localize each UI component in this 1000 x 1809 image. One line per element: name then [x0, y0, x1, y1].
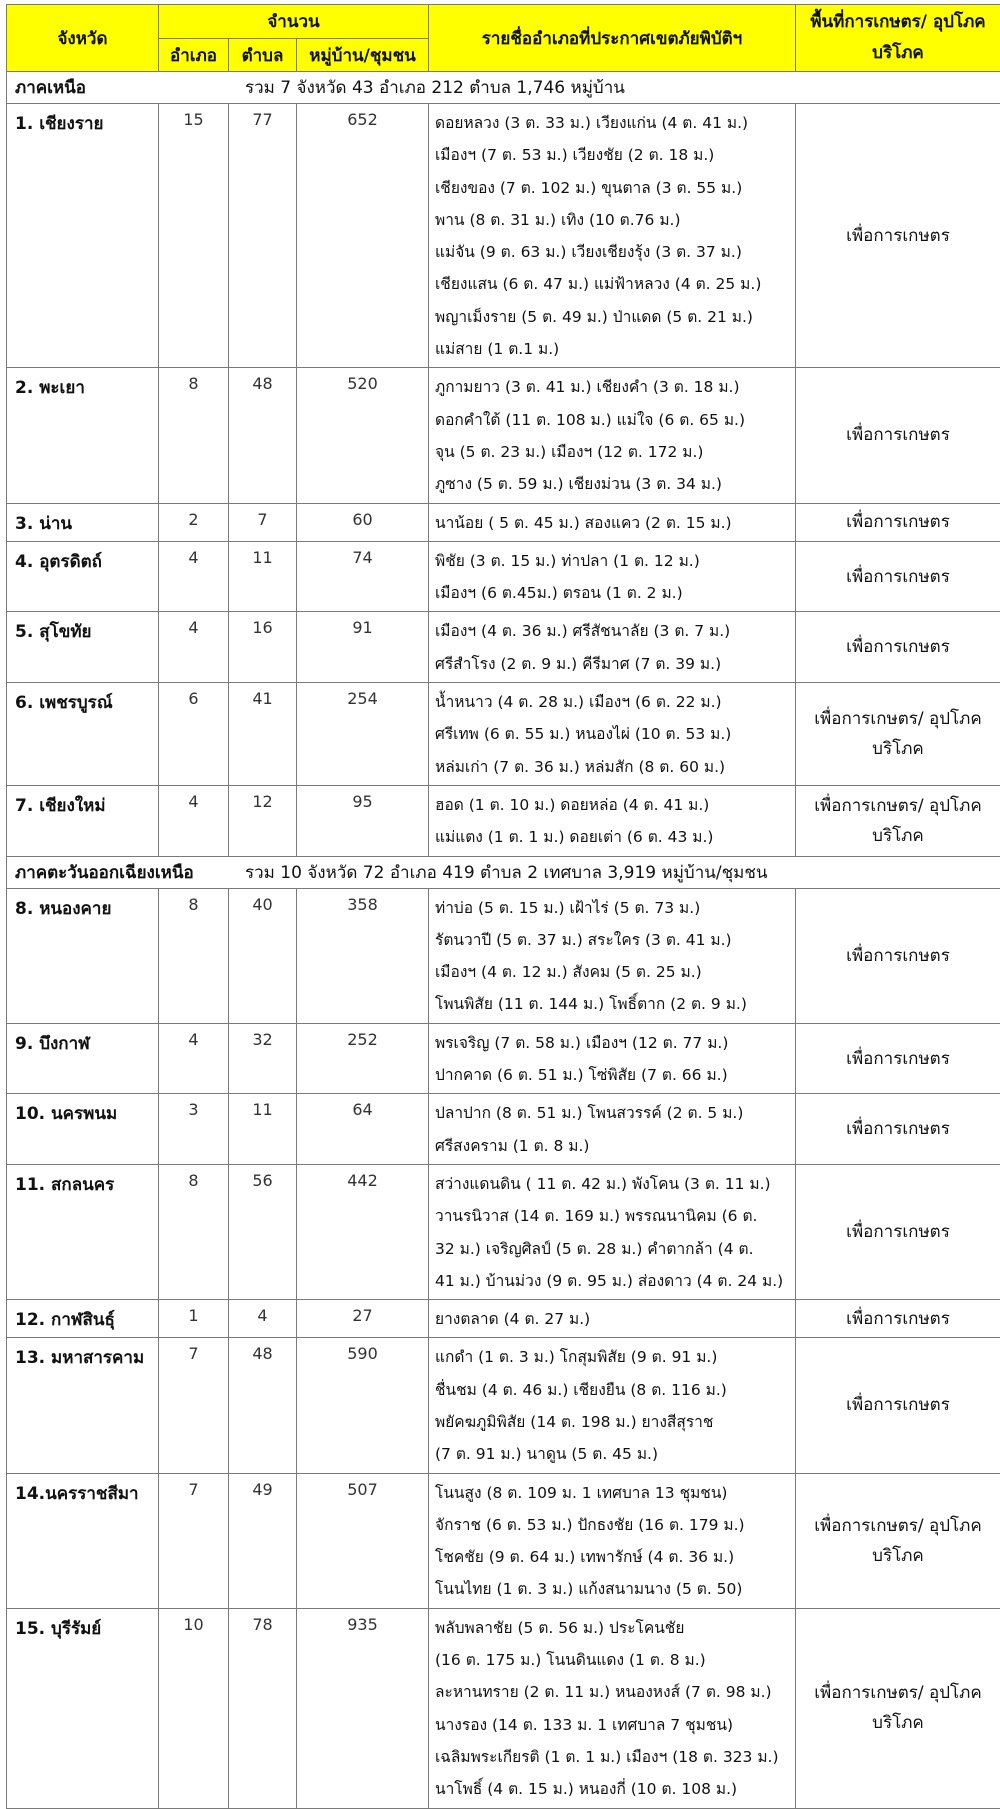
province-row: [7, 1473, 1000, 1608]
tambon-count: 56: [229, 1164, 297, 1299]
header-count: จำนวน: [159, 5, 429, 39]
tambon-count: 49: [229, 1473, 297, 1608]
area-type: เพื่อการเกษตร: [796, 1164, 1000, 1299]
area-type: เพื่อการเกษตร: [796, 612, 1000, 683]
province-name: 1. เชียงราย: [7, 104, 159, 368]
province-name: 9. บึงกาฬ: [7, 1023, 159, 1094]
tambon-count: 41: [229, 683, 297, 786]
amphoe-count: 4: [159, 1023, 229, 1094]
tambon-count: 78: [229, 1608, 297, 1808]
district-line: แม่แตง (1 ต. 1 ม.) ดอยเต่า (6 ต. 43 ม.): [435, 821, 789, 853]
amphoe-count: 7: [159, 1338, 229, 1473]
district-line: ฮอด (1 ต. 10 ม.) ดอยหล่อ (4 ต. 41 ม.): [435, 789, 789, 821]
district-line: พยัคฆภูมิพิสัย (14 ต. 198 ม.) ยางสีสุราช: [435, 1406, 789, 1438]
disaster-area-table: [6, 4, 1000, 1809]
header-districts: รายชื่ออำเภอที่ประกาศเขตภัยพิบัติฯ: [429, 5, 796, 72]
area-type: เพื่อการเกษตร/ อุปโภคบริโภค: [796, 785, 1000, 856]
district-line: ภูกามยาว (3 ต. 41 ม.) เชียงคำ (3 ต. 18 ม.): [435, 371, 789, 403]
area-type: เพื่อการเกษตร: [796, 1023, 1000, 1094]
village-count: 95: [297, 785, 429, 856]
amphoe-count: 3: [159, 1094, 229, 1165]
tambon-count: 11: [229, 1094, 297, 1165]
province-name: 14.นครราชสีมา: [7, 1473, 159, 1608]
district-list: [429, 503, 796, 541]
district-list: [429, 541, 796, 612]
province-name: 12. กาฬสินธุ์: [7, 1300, 159, 1338]
amphoe-count: 4: [159, 541, 229, 612]
disaster-area-table-sheet: [6, 4, 1000, 1809]
district-line: ศรีสำโรง (2 ต. 9 ม.) คีรีมาศ (7 ต. 39 ม.): [435, 648, 789, 680]
district-line: เฉลิมพระเกียรติ (1 ต. 1 ม.) เมืองฯ (18 ต. 323 ม.): [435, 1741, 789, 1773]
amphoe-count: 2: [159, 503, 229, 541]
amphoe-count: 8: [159, 888, 229, 1023]
province-name: 3. น่าน: [7, 503, 159, 541]
table-body: [7, 72, 1000, 1809]
district-line: เมืองฯ (7 ต. 53 ม.) เวียงชัย (2 ต. 18 ม.): [435, 139, 789, 171]
tambon-count: 48: [229, 368, 297, 503]
province-name: 6. เพชรบูรณ์: [7, 683, 159, 786]
district-list: [429, 1473, 796, 1608]
village-count: 442: [297, 1164, 429, 1299]
district-list: [429, 612, 796, 683]
province-row: [7, 104, 1000, 368]
province-name: 2. พะเยา: [7, 368, 159, 503]
district-list: [429, 1338, 796, 1473]
province-row: [7, 888, 1000, 1023]
district-line: (16 ต. 175 ม.) โนนดินแดง (1 ต. 8 ม.): [435, 1644, 789, 1676]
district-line: โนนไทย (1 ต. 3 ม.) แก้งสนามนาง (5 ต. 50): [435, 1573, 789, 1605]
district-list: [429, 1300, 796, 1338]
province-row: [7, 785, 1000, 856]
tambon-count: 11: [229, 541, 297, 612]
district-line: เชียงของ (7 ต. 102 ม.) ขุนตาล (3 ต. 55 ม.): [435, 172, 789, 204]
header-province: จังหวัด: [7, 5, 159, 72]
district-line: โชคชัย (9 ต. 64 ม.) เทพารักษ์ (4 ต. 36 ม.): [435, 1541, 789, 1573]
district-line: ละหานทราย (2 ต. 11 ม.) หนองหงส์ (7 ต. 98 ม.): [435, 1676, 789, 1708]
province-row: [7, 368, 1000, 503]
province-row: [7, 541, 1000, 612]
district-line: (7 ต. 91 ม.) นาดูน (5 ต. 45 ม.): [435, 1438, 789, 1470]
amphoe-count: 1: [159, 1300, 229, 1338]
village-count: 64: [297, 1094, 429, 1165]
province-row: [7, 1608, 1000, 1808]
district-line: ดอกคำใต้ (11 ต. 108 ม.) แม่ใจ (6 ต. 65 ม.): [435, 404, 789, 436]
area-type: เพื่อการเกษตร/ อุปโภคบริโภค: [796, 683, 1000, 786]
region-row: [7, 72, 1000, 104]
province-name: 11. สกลนคร: [7, 1164, 159, 1299]
district-line: จักราช (6 ต. 53 ม.) ปักธงชัย (16 ต. 179 ม.): [435, 1509, 789, 1541]
amphoe-count: 6: [159, 683, 229, 786]
tambon-count: 77: [229, 104, 297, 368]
village-count: 252: [297, 1023, 429, 1094]
region-summary: รวม 10 จังหวัด 72 อำเภอ 419 ตำบล 2 เทศบาล 3,919 หมู่บ้าน/ชุมชน: [245, 863, 768, 883]
amphoe-count: 8: [159, 368, 229, 503]
district-list: [429, 104, 796, 368]
district-list: [429, 1094, 796, 1165]
district-line: นาน้อย ( 5 ต. 45 ม.) สองแคว (2 ต. 15 ม.): [435, 507, 789, 539]
area-type: เพื่อการเกษตร: [796, 541, 1000, 612]
province-row: [7, 612, 1000, 683]
tambon-count: 48: [229, 1338, 297, 1473]
tambon-count: 40: [229, 888, 297, 1023]
village-count: 935: [297, 1608, 429, 1808]
district-line: ภูซาง (5 ต. 59 ม.) เชียงม่วน (3 ต. 34 ม.): [435, 468, 789, 500]
district-line: ชื่นชม (4 ต. 46 ม.) เชียงยืน (8 ต. 116 ม.): [435, 1374, 789, 1406]
district-line: โพนพิสัย (11 ต. 144 ม.) โพธิ์ตาก (2 ต. 9 ม.): [435, 988, 789, 1020]
province-name: 15. บุรีรัมย์: [7, 1608, 159, 1808]
district-line: นาโพธิ์ (4 ต. 15 ม.) หนองกี่ (10 ต. 108 ม.): [435, 1773, 789, 1805]
district-line: ท่าบ่อ (5 ต. 15 ม.) เฝ้าไร่ (5 ต. 73 ม.): [435, 892, 789, 924]
district-line: สว่างแดนดิน ( 11 ต. 42 ม.) พังโคน (3 ต. 11 ม.): [435, 1168, 789, 1200]
province-row: [7, 1023, 1000, 1094]
area-type: เพื่อการเกษตร: [796, 104, 1000, 368]
province-row: [7, 503, 1000, 541]
district-line: เมืองฯ (4 ต. 12 ม.) สังคม (5 ต. 25 ม.): [435, 956, 789, 988]
province-name: 5. สุโขทัย: [7, 612, 159, 683]
region-row: [7, 856, 1000, 888]
district-line: นางรอง (14 ต. 133 ม. 1 เทศบาล 7 ชุมชน): [435, 1709, 789, 1741]
region-name: ภาคเหนือ: [15, 74, 245, 101]
district-line: วานรนิวาส (14 ต. 169 ม.) พรรณนานิคม (6 ต.: [435, 1200, 789, 1232]
district-line: แม่จัน (9 ต. 63 ม.) เวียงเชียงรุ้ง (3 ต. 37 ม.): [435, 236, 789, 268]
area-type: เพื่อการเกษตร: [796, 368, 1000, 503]
amphoe-count: 4: [159, 785, 229, 856]
district-list: [429, 1023, 796, 1094]
area-type: เพื่อการเกษตร: [796, 888, 1000, 1023]
region-summary: รวม 7 จังหวัด 43 อำเภอ 212 ตำบล 1,746 หมู่บ้าน: [245, 78, 625, 98]
header-tambon: ตำบล: [229, 39, 297, 72]
table-header: [7, 5, 1000, 72]
village-count: 254: [297, 683, 429, 786]
region-name: ภาคตะวันออกเฉียงเหนือ: [15, 859, 245, 886]
amphoe-count: 8: [159, 1164, 229, 1299]
header-area: พื้นที่การเกษตร/ อุปโภคบริโภค: [796, 5, 1000, 72]
district-line: ปากคาด (6 ต. 51 ม.) โซ่พิสัย (7 ต. 66 ม.): [435, 1059, 789, 1091]
header-village: หมู่บ้าน/ชุมชน: [297, 39, 429, 72]
district-line: เชียงแสน (6 ต. 47 ม.) แม่ฟ้าหลวง (4 ต. 25 ม.): [435, 268, 789, 300]
district-line: จุน (5 ต. 23 ม.) เมืองฯ (12 ต. 172 ม.): [435, 436, 789, 468]
district-line: หล่มเก่า (7 ต. 36 ม.) หล่มสัก (8 ต. 60 ม.): [435, 751, 789, 783]
village-count: 590: [297, 1338, 429, 1473]
village-count: 652: [297, 104, 429, 368]
district-list: [429, 888, 796, 1023]
area-type: เพื่อการเกษตร: [796, 1338, 1000, 1473]
district-line: ศรีสงคราม (1 ต. 8 ม.): [435, 1130, 789, 1162]
district-line: ยางตลาด (4 ต. 27 ม.): [435, 1303, 789, 1335]
amphoe-count: 10: [159, 1608, 229, 1808]
province-name: 7. เชียงใหม่: [7, 785, 159, 856]
district-line: ดอยหลวง (3 ต. 33 ม.) เวียงแก่น (4 ต. 41 ม.): [435, 107, 789, 139]
region-cell: [7, 856, 1000, 888]
village-count: 74: [297, 541, 429, 612]
district-line: น้ำหนาว (4 ต. 28 ม.) เมืองฯ (6 ต. 22 ม.): [435, 686, 789, 718]
province-row: [7, 1300, 1000, 1338]
village-count: 91: [297, 612, 429, 683]
area-type: เพื่อการเกษตร: [796, 503, 1000, 541]
tambon-count: 32: [229, 1023, 297, 1094]
tambon-count: 4: [229, 1300, 297, 1338]
district-line: พาน (8 ต. 31 ม.) เทิง (10 ต.76 ม.): [435, 204, 789, 236]
area-type: เพื่อการเกษตร/ อุปโภคบริโภค: [796, 1473, 1000, 1608]
village-count: 507: [297, 1473, 429, 1608]
province-row: [7, 1164, 1000, 1299]
district-list: [429, 1164, 796, 1299]
area-type: เพื่อการเกษตร: [796, 1094, 1000, 1165]
district-line: 32 ม.) เจริญศิลป์ (5 ต. 28 ม.) คำตากล้า (4 ต.: [435, 1233, 789, 1265]
region-cell: [7, 72, 1000, 104]
district-line: โนนสูง (8 ต. 109 ม. 1 เทศบาล 13 ชุมชน): [435, 1477, 789, 1509]
district-line: 41 ม.) บ้านม่วง (9 ต. 95 ม.) ส่องดาว (4 ต. 24 ม.): [435, 1265, 789, 1297]
district-line: เมืองฯ (6 ต.45ม.) ตรอน (1 ต. 2 ม.): [435, 577, 789, 609]
province-name: 4. อุตรดิตถ์: [7, 541, 159, 612]
area-type: เพื่อการเกษตร: [796, 1300, 1000, 1338]
tambon-count: 16: [229, 612, 297, 683]
district-line: พลับพลาชัย (5 ต. 56 ม.) ประโคนชัย: [435, 1612, 789, 1644]
village-count: 520: [297, 368, 429, 503]
tambon-count: 7: [229, 503, 297, 541]
province-row: [7, 1094, 1000, 1165]
amphoe-count: 4: [159, 612, 229, 683]
village-count: 358: [297, 888, 429, 1023]
district-list: [429, 785, 796, 856]
province-name: 10. นครพนม: [7, 1094, 159, 1165]
province-name: 13. มหาสารคาม: [7, 1338, 159, 1473]
province-row: [7, 1338, 1000, 1473]
district-line: เมืองฯ (4 ต. 36 ม.) ศรีสัชนาลัย (3 ต. 7 ม.): [435, 615, 789, 647]
district-list: [429, 368, 796, 503]
district-line: พรเจริญ (7 ต. 58 ม.) เมืองฯ (12 ต. 77 ม.): [435, 1027, 789, 1059]
district-line: แกดำ (1 ต. 3 ม.) โกสุมพิสัย (9 ต. 91 ม.): [435, 1341, 789, 1373]
district-list: [429, 683, 796, 786]
district-line: แม่สาย (1 ต.1 ม.): [435, 333, 789, 365]
area-type: เพื่อการเกษตร/ อุปโภคบริโภค: [796, 1608, 1000, 1808]
amphoe-count: 15: [159, 104, 229, 368]
amphoe-count: 7: [159, 1473, 229, 1608]
province-name: 8. หนองคาย: [7, 888, 159, 1023]
district-list: [429, 1608, 796, 1808]
village-count: 27: [297, 1300, 429, 1338]
district-line: พญาเม็งราย (5 ต. 49 ม.) ป่าแดด (5 ต. 21 ม.): [435, 301, 789, 333]
header-amphoe: อำเภอ: [159, 39, 229, 72]
province-row: [7, 683, 1000, 786]
district-line: พิชัย (3 ต. 15 ม.) ท่าปลา (1 ต. 12 ม.): [435, 545, 789, 577]
district-line: ศรีเทพ (6 ต. 55 ม.) หนองไผ่ (10 ต. 53 ม.): [435, 718, 789, 750]
district-line: ปลาปาก (8 ต. 51 ม.) โพนสวรรค์ (2 ต. 5 ม.): [435, 1097, 789, 1129]
tambon-count: 12: [229, 785, 297, 856]
district-line: รัตนวาปี (5 ต. 37 ม.) สระใคร (3 ต. 41 ม.): [435, 924, 789, 956]
village-count: 60: [297, 503, 429, 541]
